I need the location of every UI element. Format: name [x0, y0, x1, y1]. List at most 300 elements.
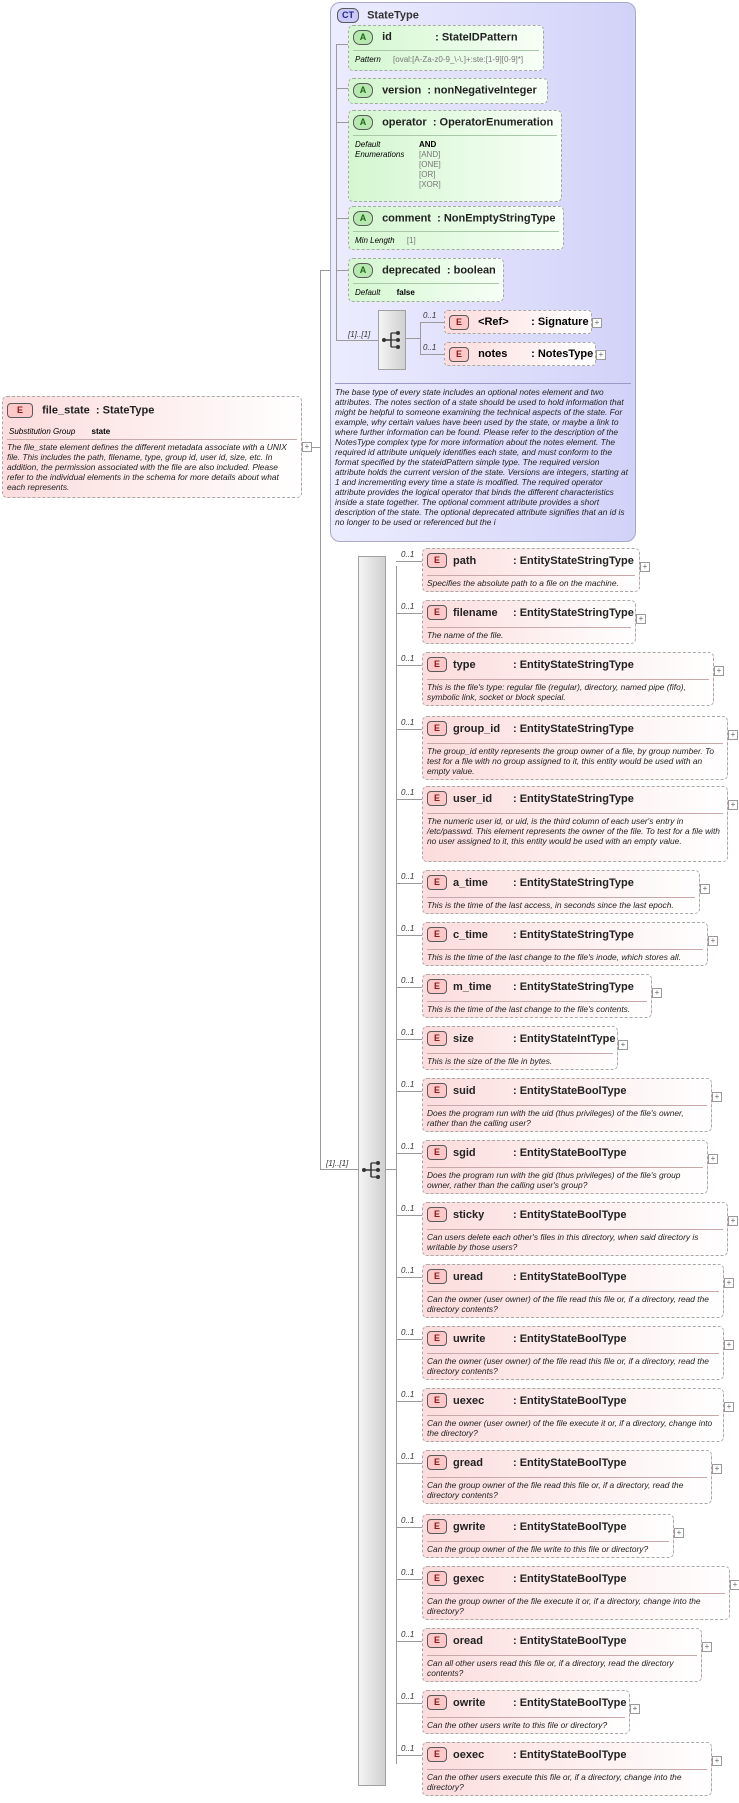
ref-type: : Signature: [531, 316, 589, 328]
element-doc: This is the time of the last access, in seconds since the last epoch.: [427, 900, 674, 910]
element-owrite[interactable]: [422, 1690, 630, 1734]
element-name: user_id: [453, 792, 493, 805]
attribute-name: comment: [382, 212, 431, 225]
element-expand-icon[interactable]: +: [724, 1402, 734, 1412]
element-m-time[interactable]: [422, 974, 652, 1018]
element-uexec[interactable]: [422, 1388, 724, 1442]
enum-xor: [XOR]: [419, 180, 441, 189]
element-uwrite-header: [427, 1331, 719, 1351]
element-expand-icon[interactable]: +: [728, 1216, 738, 1226]
element-badge-icon: E: [427, 1393, 447, 1408]
attribute-separator: [353, 135, 557, 136]
element-filename-header: [427, 605, 634, 625]
element-badge-icon: E: [427, 927, 447, 942]
element-occurrence: 0..1: [401, 1328, 415, 1337]
element-badge-icon: E: [427, 1519, 447, 1534]
seq-branch-line: [396, 987, 422, 988]
seq-branch-line: [396, 799, 422, 800]
element-badge-icon: E: [427, 979, 447, 994]
attribute-comment-header: [353, 211, 555, 229]
element-occurrence: 0..1: [401, 1516, 415, 1525]
seq-branch-line: [396, 665, 422, 666]
trunk-line: [320, 270, 321, 1170]
element-doc: Can the owner (user owner) of the file execute it or, if a directory, change into the directory?: [427, 1418, 713, 1438]
element-name: uexec: [453, 1394, 485, 1407]
facet-min-length: [355, 236, 416, 246]
element-separator: [427, 575, 635, 576]
element-name: gread: [453, 1456, 483, 1469]
element-expand-icon[interactable]: +: [640, 562, 650, 572]
element-type: : EntityStateBoolType: [513, 1146, 627, 1159]
element-occurrence: 0..1: [401, 1692, 415, 1701]
facet-default: [355, 288, 415, 298]
element-badge-icon: E: [427, 721, 447, 736]
element-separator: [427, 1415, 719, 1416]
element-badge-icon: E: [427, 1455, 447, 1470]
element-badge-icon: E: [427, 1031, 447, 1046]
ref-expand-icon[interactable]: +: [592, 318, 602, 328]
element-name: uread: [453, 1270, 483, 1283]
element-name: gexec: [453, 1572, 485, 1585]
element-occurrence: 0..1: [401, 976, 415, 985]
element-separator: [427, 1291, 719, 1292]
element-name: size: [453, 1032, 474, 1045]
element-name: m_time: [453, 980, 492, 993]
element-sticky[interactable]: [422, 1202, 728, 1256]
element-type: : EntityStateStringType: [513, 722, 634, 735]
attribute-badge-icon: A: [353, 30, 373, 45]
seq-branch-line: [396, 1703, 422, 1704]
element-separator: [427, 743, 723, 744]
trunk-to-ct: [320, 270, 330, 271]
element-badge-icon: E: [427, 791, 447, 806]
main-seq-stub: [386, 1169, 396, 1170]
facet-key: Pattern: [355, 55, 381, 64]
element-expand-icon[interactable]: +: [728, 730, 738, 740]
element-badge-icon: E: [427, 1695, 447, 1710]
element-name: c_time: [453, 928, 488, 941]
attr-link-version: [336, 88, 348, 89]
attribute-operator[interactable]: [348, 110, 562, 202]
element-separator: [427, 679, 709, 680]
ref-signature-element[interactable]: [444, 310, 592, 334]
element-doc: Can the other users write to this file or directory?: [427, 1720, 608, 1730]
element-expand-icon[interactable]: +: [724, 1340, 734, 1350]
element-uread-header: [427, 1269, 719, 1289]
seq-branch-line: [396, 561, 422, 562]
element-type: : EntityStateStringType: [513, 980, 634, 993]
element-type: : EntityStateBoolType: [513, 1748, 627, 1761]
attribute-name: deprecated: [382, 264, 441, 277]
element-badge-icon: E: [427, 553, 447, 568]
element-oread[interactable]: [422, 1628, 702, 1682]
seq-branch-line: [396, 1153, 422, 1154]
element-a-time[interactable]: [422, 870, 700, 914]
element-size-header: [427, 1031, 616, 1051]
inner-seq-link-ref: [420, 322, 444, 323]
element-badge-icon: E: [427, 1083, 447, 1098]
element-gwrite[interactable]: [422, 1514, 674, 1558]
element-expand-icon[interactable]: +: [712, 1756, 722, 1766]
element-badge-icon: E: [427, 1331, 447, 1346]
element-expand-icon[interactable]: +: [730, 1580, 739, 1590]
attr-link-operator: [336, 122, 348, 123]
sequence-icon: [379, 311, 405, 369]
seq-branch-line: [396, 1277, 422, 1278]
element-occurrence: 0..1: [401, 1142, 415, 1151]
element-doc: Can the owner (user owner) of the file read this file or, if a directory, read the directory contents?: [427, 1294, 709, 1314]
root-element-doc: The file_state element defines the different metadata associate with a UNIX file. This includes the path, filename, type, group id, user id, size, etc. In addition, the permission associated with the file are also included. Please refer to the individual elements in the schema for more details about what each represents.: [7, 442, 287, 492]
element-uwrite[interactable]: [422, 1326, 724, 1380]
seq-branch-line: [396, 883, 422, 884]
sequence-icon: [359, 1155, 385, 1185]
element-expand-icon[interactable]: +: [714, 666, 724, 676]
element-doc: This is the size of the file in bytes.: [427, 1056, 553, 1066]
element-separator: [427, 1717, 625, 1718]
element-expand-icon[interactable]: +: [708, 936, 718, 946]
substitution-group-label: Substitution Group: [9, 427, 76, 436]
element-badge-icon: E: [449, 315, 469, 330]
element-user-id[interactable]: [422, 786, 728, 862]
main-seq-spine: [396, 566, 397, 1764]
element-separator: [427, 1541, 669, 1542]
notes-expand-icon[interactable]: +: [596, 350, 606, 360]
element-sgid[interactable]: [422, 1140, 708, 1194]
element-separator: [427, 1353, 719, 1354]
element-occurrence: 0..1: [401, 1390, 415, 1399]
facet-default-value: AND: [419, 140, 437, 149]
element-type-label: : EntityStateStringType: [513, 658, 634, 671]
attribute-badge-icon: A: [353, 83, 373, 98]
complex-type-badge-icon: CT: [337, 8, 359, 23]
facet-pattern: [355, 55, 523, 65]
seq-branch-line: [396, 1641, 422, 1642]
enum-or: [OR]: [419, 170, 436, 179]
attribute-deprecated-header: [353, 263, 496, 281]
element-uread[interactable]: [422, 1264, 724, 1318]
attribute-type: : nonNegativeInteger: [427, 84, 537, 97]
attribute-type: : NonEmptyStringType: [437, 212, 556, 225]
seq-branch-line: [396, 729, 422, 730]
element-uexec-header: [427, 1393, 719, 1413]
facet-key: Default: [355, 140, 381, 149]
element-group-id[interactable]: [422, 716, 728, 780]
attr-link-id: [336, 44, 348, 45]
element-expand-icon[interactable]: +: [724, 1278, 734, 1288]
element-doc: Can the owner (user owner) of the file read this file or, if a directory, read the directory contents?: [427, 1356, 709, 1376]
element-occurrence: 0..1: [401, 924, 415, 933]
element-c-time[interactable]: [422, 922, 708, 966]
element-doc: This is the file's type: regular file (regular), directory, named pipe (fifo), symbolic link, socket or block special.: [427, 682, 686, 702]
attribute-separator: [353, 231, 559, 232]
seq-branch-line: [396, 1579, 422, 1580]
element-badge-icon: E: [427, 605, 447, 620]
element-doc: The numeric user id, or uid, is the third column of each user's entry in /etc/passwd. This element represents the owner of the file. To test for a file with no user assigned to it, this entity would be used with an empty value.: [427, 816, 720, 846]
element-badge-icon: E: [427, 1207, 447, 1222]
element-name: oread: [453, 1634, 483, 1647]
element-name: group_id: [453, 722, 501, 735]
notes-name: notes: [478, 348, 508, 360]
element-doc: Can users delete each other's files in this directory, when said directory is writable by those users?: [427, 1232, 699, 1252]
root-element-type: : StateType: [95, 404, 155, 417]
element-occurrence: 0..1: [401, 788, 415, 797]
seq-link: [336, 340, 378, 341]
complex-type-separator: [335, 383, 631, 384]
element-expand-icon[interactable]: +: [652, 988, 662, 998]
seq-branch-line: [396, 1215, 422, 1216]
element-sticky-header: [427, 1207, 723, 1227]
facet-default: [355, 140, 380, 150]
element-type: : EntityStateBoolType: [513, 1696, 627, 1709]
seq-branch-line: [396, 1463, 422, 1464]
element-owrite-header: [427, 1695, 625, 1715]
attribute-name: version: [382, 84, 422, 97]
attribute-version[interactable]: [348, 78, 548, 104]
element-expand-icon[interactable]: +: [712, 1092, 722, 1102]
attribute-comment[interactable]: [348, 206, 564, 250]
element-size[interactable]: [422, 1026, 618, 1070]
facet-value: false: [396, 288, 415, 297]
attribute-id-header: [353, 30, 518, 48]
element-suid-header: [427, 1083, 707, 1103]
facet-key: Min Length: [355, 236, 395, 245]
element-badge-icon: E: [427, 1571, 447, 1586]
facet-enumerations: [355, 150, 404, 160]
element-type: : EntityStateIntType: [513, 1032, 616, 1045]
element-name: oexec: [453, 1748, 485, 1761]
element-doc: This is the time of the last change to the file's contents.: [427, 1004, 631, 1014]
element-filename[interactable]: [422, 600, 636, 644]
seq-branch-line: [396, 1401, 422, 1402]
element-separator: [427, 1053, 613, 1054]
element-expand-icon[interactable]: +: [712, 1464, 722, 1474]
seq-branch-line: [396, 1527, 422, 1528]
element-doc: Can the group owner of the file execute it or, if a directory, change into the directory?: [427, 1596, 701, 1616]
element-doc: This is the time of the last change to the file's inode, which stores all.: [427, 952, 681, 962]
element-badge-icon: E: [427, 1145, 447, 1160]
element-doc: The name of the file.: [427, 630, 504, 640]
element-gread[interactable]: [422, 1450, 712, 1504]
element-occurrence: 0..1: [401, 1266, 415, 1275]
facet-key: Enumerations: [355, 150, 405, 159]
complex-type-doc: The base type of every state includes an optional notes element and two attributes. The notes section of a state should be used to hold information that might be helpful to someone examining the technical aspects of the state. For example, why certain values have been used by the state, or maybe a link to where further information can be found. Please refer to the description of the NotesType complex type for more information about the notes element. The required id attribute uniquely identifies each state, and must conform to the format specified by the stateidPattern simple type. The required version attribute holds the current version of the state. Versions are integers, starting at 1 and incrementing every time a state is modified. The required operator attribute provides the logical operator that binds the different characteristics inside a state together. The optional comment attribute provides a short description of the state. The optional deprecated attribute signifies that an id is no longer to be used or referenced but the i: [335, 387, 628, 527]
attribute-type: : OperatorEnumeration: [432, 116, 554, 129]
element-m-time-header: [427, 979, 647, 999]
inner-seq-spine: [420, 322, 421, 354]
inner-sequence-compositor[interactable]: [378, 310, 406, 370]
element-path[interactable]: [422, 548, 640, 592]
element-type: : EntityStateBoolType: [513, 1520, 627, 1533]
element-badge-icon: E: [427, 1633, 447, 1648]
element-name: a_time: [453, 876, 488, 889]
element-separator: [427, 1477, 707, 1478]
attribute-badge-icon: A: [353, 263, 373, 278]
inner-seq-link-notes: [420, 354, 444, 355]
element-badge-icon: E: [427, 1747, 447, 1762]
root-separator: [7, 439, 297, 440]
element-type: : EntityStateBoolType: [513, 1332, 627, 1345]
element-badge-icon: E: [449, 347, 469, 362]
element-a-time-header: [427, 875, 695, 895]
ref-name: <Ref>: [478, 316, 509, 328]
element-name: filename: [453, 606, 498, 619]
element-separator: [427, 949, 703, 950]
element-name: owrite: [453, 1696, 486, 1709]
element-expand-icon[interactable]: +: [618, 1040, 628, 1050]
enum-one: [ONE]: [419, 160, 441, 169]
element-occurrence: 0..1: [401, 1452, 415, 1461]
inner-sequence-occurrence: [1]..[1]: [348, 330, 371, 339]
element-oexec-header: [427, 1747, 707, 1767]
element-type: : EntityStateBoolType: [513, 1394, 627, 1407]
substitution-group: [9, 427, 110, 437]
element-doc: Does the program run with the uid (thus privileges) of the file's owner, rather than the calling user?: [427, 1108, 684, 1128]
seq-branch-line: [396, 613, 422, 614]
element-separator: [427, 897, 695, 898]
element-sgid-header: [427, 1145, 703, 1165]
complex-type-header: [337, 8, 419, 23]
element-gwrite-header: [427, 1519, 669, 1539]
element-doc: The group_id entity represents the group owner of a file, by group number. To test for a file with no group assigned to it, this entity would be used with an empty value.: [427, 746, 715, 776]
attribute-name: id: [382, 31, 392, 44]
attribute-deprecated[interactable]: [348, 258, 504, 302]
attribute-separator: [353, 283, 499, 284]
attribute-id[interactable]: [348, 25, 544, 71]
element-occurrence: 0..1: [401, 872, 415, 881]
seq-branch-line: [396, 1755, 422, 1756]
element-expand-icon[interactable]: +: [708, 1154, 718, 1164]
element-type: : EntityStateStringType: [513, 928, 634, 941]
element-doc: Can the group owner of the file write to this file or directory?: [427, 1544, 649, 1554]
element-badge-icon: E: [7, 403, 33, 418]
element-name: suid: [453, 1084, 476, 1097]
element-badge-icon: E: [427, 875, 447, 890]
element-occurrence: 0..1: [401, 602, 415, 611]
element-doc: Specifies the absolute path to a file on the machine.: [427, 578, 619, 588]
element-type[interactable]: [422, 652, 714, 706]
root-element-name: file_state: [42, 404, 90, 417]
element-expand-icon[interactable]: +: [702, 1642, 712, 1652]
element-badge-icon: E: [427, 1269, 447, 1284]
element-separator: [427, 627, 631, 628]
enum-and: [AND]: [419, 150, 441, 159]
attribute-type: : boolean: [446, 264, 496, 277]
element-type: : EntityStateStringType: [513, 554, 634, 567]
element-group-id-header: [427, 721, 723, 741]
attribute-name: operator: [382, 116, 427, 129]
notes-type: : NotesType: [531, 348, 594, 360]
element-separator: [427, 1001, 647, 1002]
root-element-header: [7, 403, 297, 423]
element-occurrence: 0..1: [401, 1028, 415, 1037]
element-separator: [427, 1167, 703, 1168]
root-collapse-icon[interactable]: +: [302, 442, 312, 452]
seq-branch-line: [396, 1039, 422, 1040]
element-expand-icon[interactable]: +: [636, 614, 646, 624]
complex-type-name: StateType: [367, 9, 419, 22]
element-occurrence: 0..1: [401, 1630, 415, 1639]
element-type: : EntityStateBoolType: [513, 1208, 627, 1221]
attribute-badge-icon: A: [353, 211, 373, 226]
element-badge-icon: E: [427, 657, 447, 672]
attr-link-comment: [336, 218, 348, 219]
element-type-header: [427, 657, 709, 677]
element-name: gwrite: [453, 1520, 486, 1533]
attribute-separator: [353, 50, 539, 51]
element-type: : EntityStateBoolType: [513, 1572, 627, 1585]
element-c-time-header: [427, 927, 703, 947]
seq-branch-line: [396, 935, 422, 936]
element-expand-icon[interactable]: +: [700, 884, 710, 894]
facet-key: Default: [355, 288, 381, 297]
element-occurrence: 0..1: [401, 1744, 415, 1753]
element-doc: Does the program run with the gid (thus privileges) of the file's group owner, rather than the calling user's group?: [427, 1170, 681, 1190]
notes-occurrence: 0..1: [423, 343, 437, 352]
element-name: path: [453, 554, 477, 567]
element-occurrence: 0..1: [401, 1204, 415, 1213]
attr-link-deprecated: [336, 270, 348, 271]
element-type: : EntityStateStringType: [513, 606, 634, 619]
facet-value: [oval:[A-Za-z0-9_\-\.]+:ste:[1-9][0-9]*]: [393, 55, 524, 64]
element-occurrence: 0..1: [401, 550, 415, 559]
ref-occurrence: 0..1: [423, 311, 437, 320]
attribute-operator-header: [353, 115, 553, 133]
facet-value: [1]: [406, 236, 416, 245]
element-doc: Can the group owner of the file read this file or, if a directory, read the directory contents?: [427, 1480, 684, 1500]
element-path-header: [427, 553, 635, 573]
element-type: : EntityStateBoolType: [513, 1270, 627, 1283]
element-occurrence: 0..1: [401, 654, 415, 663]
element-gread-header: [427, 1455, 707, 1475]
attribute-type: : StateIDPattern: [435, 31, 518, 44]
notes-element[interactable]: [444, 342, 596, 366]
root-element-box[interactable]: [2, 396, 302, 498]
element-occurrence: 0..1: [401, 718, 415, 727]
main-sequence-occurrence: [1]..[1]: [326, 1159, 349, 1168]
element-separator: [427, 1229, 723, 1230]
element-occurrence: 0..1: [401, 1080, 415, 1089]
element-separator: [427, 1105, 707, 1106]
element-type: : EntityStateStringType: [513, 876, 634, 889]
element-gexec[interactable]: [422, 1566, 730, 1620]
element-type: : EntityStateBoolType: [513, 1634, 627, 1647]
element-doc: Can the other users execute this file or, if a directory, change into the directory?: [427, 1772, 682, 1792]
element-name: type: [453, 658, 476, 671]
element-name: sticky: [453, 1208, 485, 1221]
element-expand-icon[interactable]: +: [630, 1704, 640, 1714]
substitution-group-value: state: [91, 427, 111, 436]
element-type: : EntityStateBoolType: [513, 1084, 627, 1097]
element-separator: [427, 1769, 707, 1770]
element-separator: [427, 1655, 697, 1656]
element-expand-icon[interactable]: +: [728, 800, 738, 810]
element-suid[interactable]: [422, 1078, 712, 1132]
element-separator: [427, 813, 723, 814]
attribute-badge-icon: A: [353, 115, 373, 130]
element-expand-icon[interactable]: +: [674, 1528, 684, 1538]
seq-branch-line: [396, 1091, 422, 1092]
element-type: : EntityStateBoolType: [513, 1456, 627, 1469]
element-user-id-header: [427, 791, 723, 811]
element-name: sgid: [453, 1146, 476, 1159]
trunk-to-seq: [320, 1169, 358, 1170]
attribute-version-header: [353, 83, 537, 101]
element-doc: Can all other users read this file or, if a directory, read the directory contents?: [427, 1658, 674, 1678]
element-type: : EntityStateStringType: [513, 792, 634, 805]
element-occurrence: 0..1: [401, 1568, 415, 1577]
element-oexec[interactable]: [422, 1742, 712, 1796]
element-gexec-header: [427, 1571, 725, 1591]
